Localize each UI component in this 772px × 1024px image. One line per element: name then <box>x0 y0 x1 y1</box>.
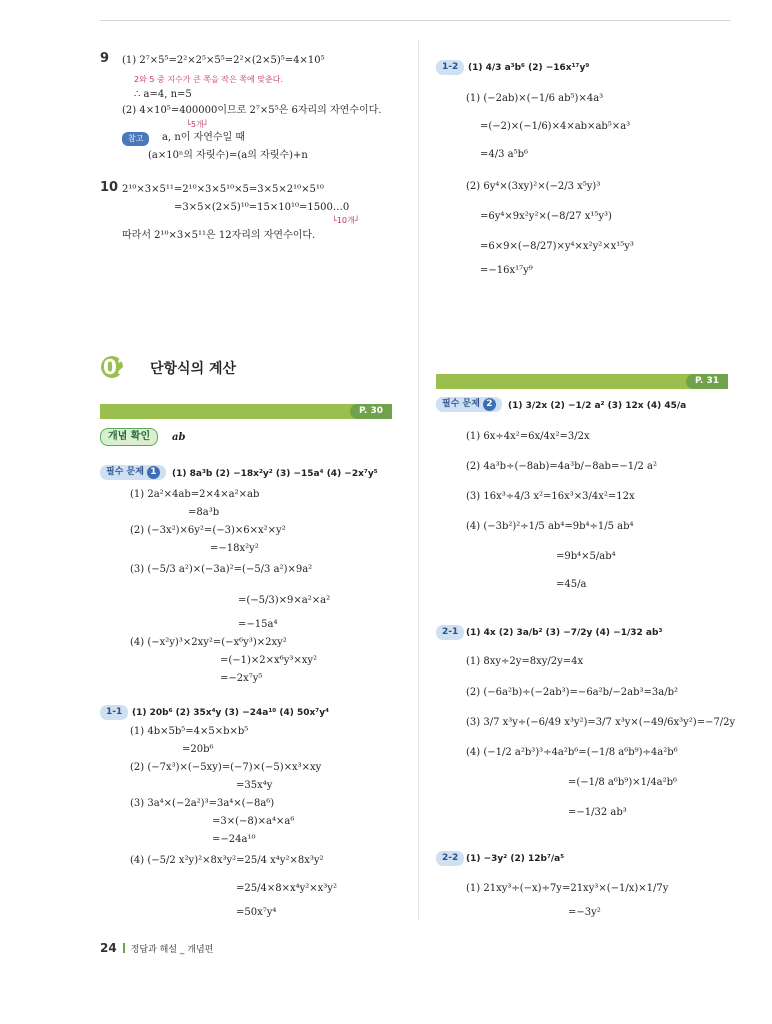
problem-2-1-answers: (1) 4x (2) 3a/b² (3) −7/2y (4) −1/32 ab³ <box>466 628 663 638</box>
problem-2-answers: (1) 3/2x (2) −1/2 a² (3) 12x (4) 45/a <box>508 401 687 411</box>
required-problem-label: 필수 문제 <box>106 467 144 477</box>
problem-1-2-tag: 1-2 <box>436 60 464 75</box>
tip-badge: 참고 <box>122 132 149 146</box>
footer-separator <box>123 943 125 953</box>
problem-1-2-line: =4/3 a⁵b⁶ <box>480 149 529 160</box>
problem-2-line: (1) 6x÷4x²=6x/4x²=3/2x <box>466 431 590 442</box>
section-title: 단항식의 계산 <box>150 361 237 377</box>
problem-9-line-3: (2) 4×10⁵=400000이므로 2⁷×5⁵은 6자리의 자연수이다. <box>122 105 382 116</box>
top-rule <box>100 20 730 21</box>
problem-2-1-line: =(−1/8 a⁶b⁹)×1/4a²b⁶ <box>568 777 678 788</box>
problem-9-note-1: 2와 5 중 지수가 큰 쪽을 작은 쪽에 맞춘다. <box>134 75 283 84</box>
problem-2-line: =45/a <box>556 579 587 590</box>
problem-2-1-line: (3) 3/7 x³y÷(−6/49 x³y²)=3/7 x³y×(−49/6x³y²)=−7/2y <box>466 717 736 728</box>
problem-1-1-line: =35x⁴y <box>236 780 273 791</box>
problem-2-1-tag: 2-1 <box>436 625 464 640</box>
problem-1-2-line: (2) 6y⁴×(3xy)²×(−2/3 x⁵y)³ <box>466 181 601 192</box>
tip-formula: (a×10ⁿ의 자릿수)=(a의 자릿수)+n <box>148 150 308 161</box>
problem-1-2-line: (1) (−2ab)×(−1/6 ab⁵)×4a³ <box>466 93 604 104</box>
concept-check-tag: 개념 확인 <box>100 428 158 446</box>
problem-2-1-line: (1) 8xy÷2y=8xy/2y=4x <box>466 656 584 667</box>
required-problem-2-tag <box>436 397 502 412</box>
problem-1-line: (4) (−x²y)³×2xy²=(−x⁶y³)×2xy² <box>130 637 287 648</box>
column-divider <box>418 40 419 920</box>
problem-10-line-3: 따라서 2¹⁰×3×5¹¹은 12자리의 자연수이다. <box>122 230 316 241</box>
problem-1-1-line: (2) (−7x³)×(−5xy)=(−7)×(−5)×x³×xy <box>130 762 322 773</box>
required-problem-1-tag <box>100 465 166 480</box>
section-number: 02 <box>103 355 131 379</box>
required-problem-number: 1 <box>147 466 160 479</box>
problem-2-2-answers: (1) −3y² (2) 12b⁷/a⁵ <box>466 854 565 864</box>
problem-1-line: (3) (−5/3 a²)×(−3a)²=(−5/3 a²)×9a² <box>130 564 313 575</box>
page-number: 24 <box>100 941 117 955</box>
required-problem-label: 필수 문제 <box>442 399 480 409</box>
problem-2-2-line: (1) 21xy³÷(−x)÷7y=21xy³×(−1/x)×1/7y <box>466 883 669 894</box>
problem-10-line-2: =3×5×(2×5)¹⁰=15×10¹⁰=1500…0 <box>174 202 350 213</box>
problem-1-1-line: (3) 3a⁴×(−2a²)³=3a⁴×(−8a⁶) <box>130 798 275 809</box>
problem-1-1-line: =3×(−8)×a⁴×a⁶ <box>212 816 295 827</box>
problem-2-line: =9b⁴×5/ab⁴ <box>556 551 616 562</box>
problem-2-line: (4) (−3b²)²÷1/5 ab⁴=9b⁴÷1/5 ab⁴ <box>466 521 634 532</box>
problem-2-line: (3) 16x³÷4/3 x²=16x³×3/4x²=12x <box>466 491 635 502</box>
required-problem-number: 2 <box>483 398 496 411</box>
problem-9-line-2: ∴ a=4, n=5 <box>134 89 192 100</box>
problem-1-line: =(−1)×2×x⁶y³×xy² <box>220 655 318 666</box>
problem-1-answers: (1) 8a³b (2) −18x²y² (3) −15a⁴ (4) −2x⁷y⁵ <box>172 469 378 479</box>
problem-1-1-line: =25/4×8×x⁴y²×x³y² <box>236 883 337 894</box>
problem-2-1-line: =−1/32 ab³ <box>568 807 627 818</box>
problem-1-1-line: (4) (−5/2 x²y)²×8x³y²=25/4 x⁴y²×8x³y² <box>130 855 324 866</box>
page-bar-30 <box>100 404 392 419</box>
problem-2-2-line: =−3y² <box>568 907 601 918</box>
problem-1-1-line: (1) 4b×5b⁵=4×5×b×b⁵ <box>130 726 249 737</box>
problem-1-line: (1) 2a²×4ab=2×4×a²×ab <box>130 489 260 500</box>
page-label-30: P. 30 <box>350 404 392 419</box>
problem-2-2-tag: 2-2 <box>436 851 464 866</box>
page-footer <box>100 941 213 955</box>
problem-1-2-answers: (1) 4/3 a³b⁶ (2) −16x¹⁷y⁹ <box>468 63 590 73</box>
tip-text: a, n이 자연수일 때 <box>162 132 246 143</box>
problem-2-1-line: (2) (−6a²b)÷(−2ab³)=−6a²b/−2ab³=3a/b² <box>466 687 679 698</box>
problem-1-2-line: =6×9×(−8/27)×y⁴×x²y²×x¹⁵y³ <box>480 241 634 252</box>
problem-1-1-line: =20b⁶ <box>182 744 214 755</box>
page-bar-31 <box>436 374 728 389</box>
problem-10-number: 10 <box>100 180 119 195</box>
problem-1-1-answers: (1) 20b⁶ (2) 35x⁴y (3) −24a¹⁰ (4) 50x⁷y⁴ <box>132 708 330 718</box>
problem-9-note-2: └5개┘ <box>186 120 209 129</box>
problem-1-line: =−15a⁴ <box>238 619 278 630</box>
problem-1-2-line: =6y⁴×9x²y²×(−8/27 x¹⁵y³) <box>480 211 612 222</box>
problem-1-2-line: =(−2)×(−1/6)×4×ab×ab⁵×a³ <box>480 121 631 132</box>
problem-10-note: └10개┘ <box>332 216 360 225</box>
problem-2-line: (2) 4a³b÷(−8ab)=4a³b/−8ab=−1/2 a² <box>466 461 657 472</box>
problem-1-line: (2) (−3x²)×6y²=(−3)×6×x²×y² <box>130 525 286 536</box>
concept-check-answer: ab <box>172 432 186 443</box>
problem-10-line-1: 2¹⁰×3×5¹¹=2¹⁰×3×5¹⁰×5=3×5×2¹⁰×5¹⁰ <box>122 184 324 195</box>
problem-1-1-line: =−24a¹⁰ <box>212 834 256 845</box>
problem-9-line-1: (1) 2⁷×5⁵=2²×2⁵×5⁵=2²×(2×5)⁵=4×10⁵ <box>122 55 325 66</box>
problem-1-1-tag: 1-1 <box>100 705 128 720</box>
problem-1-line: =−18x²y² <box>210 543 259 554</box>
problem-9-number: 9 <box>100 51 110 66</box>
problem-2-1-line: (4) (−1/2 a²b³)³÷4a²b⁶=(−1/8 a⁶b⁹)÷4a²b⁶ <box>466 747 678 758</box>
problem-1-line: =−2x⁷y⁵ <box>220 673 263 684</box>
problem-1-1-line: =50x⁷y⁴ <box>236 907 277 918</box>
footer-text: 정답과 해설 _ 개념편 <box>130 945 214 955</box>
problem-1-2-line: =−16x¹⁷y⁹ <box>480 265 533 276</box>
page-label-31: P. 31 <box>686 374 728 389</box>
section-number-badge <box>100 352 140 382</box>
problem-1-line: =(−5/3)×9×a²×a² <box>238 595 331 606</box>
problem-1-line: =8a³b <box>188 507 220 518</box>
